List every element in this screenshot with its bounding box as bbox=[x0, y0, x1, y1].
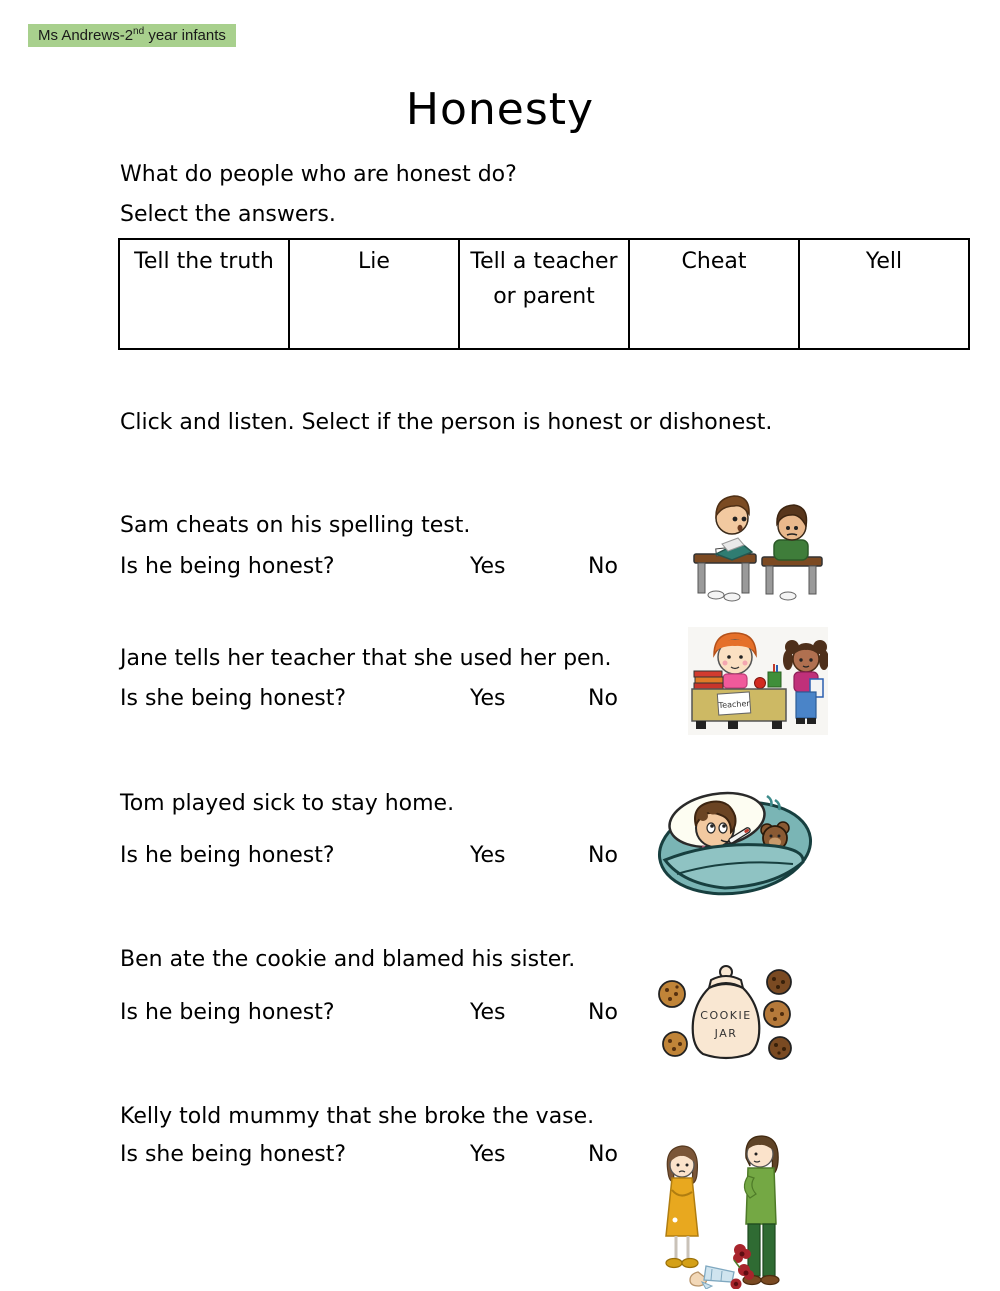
tom-pupil bbox=[710, 824, 714, 828]
instruction-text: Click and listen. Select if the person is honest or dishonest. bbox=[120, 410, 773, 435]
desk-foot bbox=[728, 721, 738, 729]
teacher-eye bbox=[739, 655, 743, 659]
prompt-tom: Is he being honest? bbox=[120, 843, 335, 868]
kelly-shoe bbox=[682, 1259, 698, 1268]
shoe bbox=[724, 593, 740, 601]
tom-eye bbox=[707, 823, 715, 833]
prompt-jane: Is she being honest? bbox=[120, 686, 347, 711]
prompt-ben: Is he being honest? bbox=[120, 1000, 335, 1025]
tom-hair-curl bbox=[698, 811, 708, 821]
answer-cell-tell-a-teacher-or-parent[interactable]: Tell a teacher or parent bbox=[459, 239, 629, 349]
cookie-jar-illustration bbox=[655, 964, 795, 1064]
jar-label-line1: COOKIE bbox=[700, 1009, 752, 1022]
statement-sam[interactable]: Sam cheats on his spelling test. bbox=[120, 513, 471, 538]
boy1-eye bbox=[733, 517, 738, 522]
boy1-eye bbox=[742, 517, 747, 522]
no-option-jane[interactable]: No bbox=[588, 686, 618, 711]
prompt-row-tom bbox=[120, 842, 740, 872]
no-option-tom[interactable]: No bbox=[588, 843, 618, 868]
answer-cell-lie[interactable]: Lie bbox=[289, 239, 459, 349]
girl-shoe bbox=[807, 718, 816, 724]
desk-leg bbox=[742, 563, 749, 593]
answers-table bbox=[118, 238, 970, 350]
prompt-row-sam bbox=[120, 553, 740, 583]
tom-pupil bbox=[722, 824, 726, 828]
prompt-kelly: Is she being honest? bbox=[120, 1142, 347, 1167]
dress-button bbox=[673, 1218, 678, 1223]
cookie bbox=[663, 1032, 687, 1056]
yes-option-kelly[interactable]: Yes bbox=[470, 1142, 506, 1167]
jane-teacher-illustration bbox=[688, 627, 828, 735]
book bbox=[694, 671, 722, 677]
apple bbox=[755, 678, 766, 689]
teacher-cheek bbox=[723, 661, 728, 666]
mum-eye bbox=[755, 1153, 758, 1156]
book bbox=[695, 677, 723, 683]
boy2-body bbox=[774, 540, 808, 560]
sam-cheating-illustration bbox=[688, 482, 826, 602]
tom-hair-curl bbox=[720, 805, 730, 815]
mum-trousers bbox=[748, 1224, 760, 1276]
statement-jane[interactable]: Jane tells her teacher that she used her pen. bbox=[120, 646, 612, 671]
badge-ordinal-superscript: nd bbox=[133, 26, 145, 37]
answer-cell-cheat[interactable]: Cheat bbox=[629, 239, 799, 349]
answer-cell-yell[interactable]: Yell bbox=[799, 239, 969, 349]
intro-line-1: What do people who are honest do? bbox=[120, 162, 517, 187]
girl-eye bbox=[809, 658, 812, 661]
cookie bbox=[767, 970, 791, 994]
desk-foot bbox=[696, 721, 706, 729]
statement-kelly[interactable]: Kelly told mummy that she broke the vase. bbox=[120, 1104, 595, 1129]
teacher-cheek bbox=[743, 661, 748, 666]
boy2-eye bbox=[786, 526, 790, 530]
tom-hair-curl bbox=[708, 804, 719, 815]
teacher-eye bbox=[727, 655, 731, 659]
prompt-row-ben bbox=[120, 999, 740, 1029]
boy2-eye bbox=[794, 526, 798, 530]
yes-option-sam[interactable]: Yes bbox=[470, 554, 506, 579]
cookie bbox=[764, 1001, 790, 1027]
shoe bbox=[708, 591, 724, 599]
answer-cell-tell-the-truth[interactable]: Tell the truth bbox=[119, 239, 289, 349]
teddy-eye bbox=[778, 835, 781, 838]
tom-eye bbox=[719, 823, 727, 833]
yes-option-jane[interactable]: Yes bbox=[470, 686, 506, 711]
broken-vase bbox=[690, 1266, 734, 1289]
kelly-eye bbox=[677, 1164, 680, 1167]
svg-text:Teacher: Teacher bbox=[718, 698, 750, 711]
teddy-eye bbox=[770, 835, 773, 838]
mum-trousers bbox=[763, 1224, 775, 1276]
girl-pigtail bbox=[783, 650, 793, 670]
no-option-sam[interactable]: No bbox=[588, 554, 618, 579]
cookie bbox=[659, 981, 685, 1007]
girl-jeans bbox=[796, 692, 816, 718]
teacher-shirt bbox=[723, 674, 747, 688]
prompt-row-jane bbox=[120, 685, 740, 715]
badge-suffix: year infants bbox=[144, 27, 226, 44]
shoe bbox=[780, 592, 796, 600]
answers-table-row bbox=[119, 239, 969, 349]
desk-foot bbox=[772, 721, 782, 729]
kelly-broken-vase-illustration bbox=[650, 1132, 785, 1289]
girl-eye bbox=[799, 658, 802, 661]
yes-option-ben[interactable]: Yes bbox=[470, 1000, 506, 1025]
girl-shoe bbox=[796, 718, 805, 724]
desk-leg bbox=[766, 566, 773, 594]
pencil-cup bbox=[768, 672, 781, 687]
book bbox=[694, 683, 723, 689]
cookie bbox=[769, 1037, 791, 1059]
teacher-badge bbox=[28, 24, 236, 47]
intro-line-2: Select the answers. bbox=[120, 202, 336, 227]
badge-prefix: Ms Andrews-2 bbox=[38, 27, 134, 44]
kelly-shoe bbox=[666, 1259, 682, 1268]
boy1-mouth bbox=[738, 525, 743, 531]
teacher-sign bbox=[717, 692, 751, 715]
tom-sick-in-bed-illustration bbox=[655, 782, 813, 896]
statement-ben[interactable]: Ben ate the cookie and blamed his sister. bbox=[120, 947, 576, 972]
prompt-row-kelly bbox=[120, 1141, 740, 1171]
page-title: Honesty bbox=[405, 84, 595, 135]
no-option-ben[interactable]: No bbox=[588, 1000, 618, 1025]
mum-shoe bbox=[761, 1276, 779, 1285]
desk-leg bbox=[809, 566, 816, 594]
statement-tom[interactable]: Tom played sick to stay home. bbox=[120, 791, 455, 816]
jar-label-line2: JAR bbox=[714, 1027, 738, 1040]
kelly-dress bbox=[666, 1178, 698, 1236]
prompt-sam: Is he being honest? bbox=[120, 554, 335, 579]
yes-option-tom[interactable]: Yes bbox=[470, 843, 506, 868]
no-option-kelly[interactable]: No bbox=[588, 1142, 618, 1167]
desk-leg bbox=[698, 563, 705, 593]
kelly-eye bbox=[686, 1164, 689, 1167]
